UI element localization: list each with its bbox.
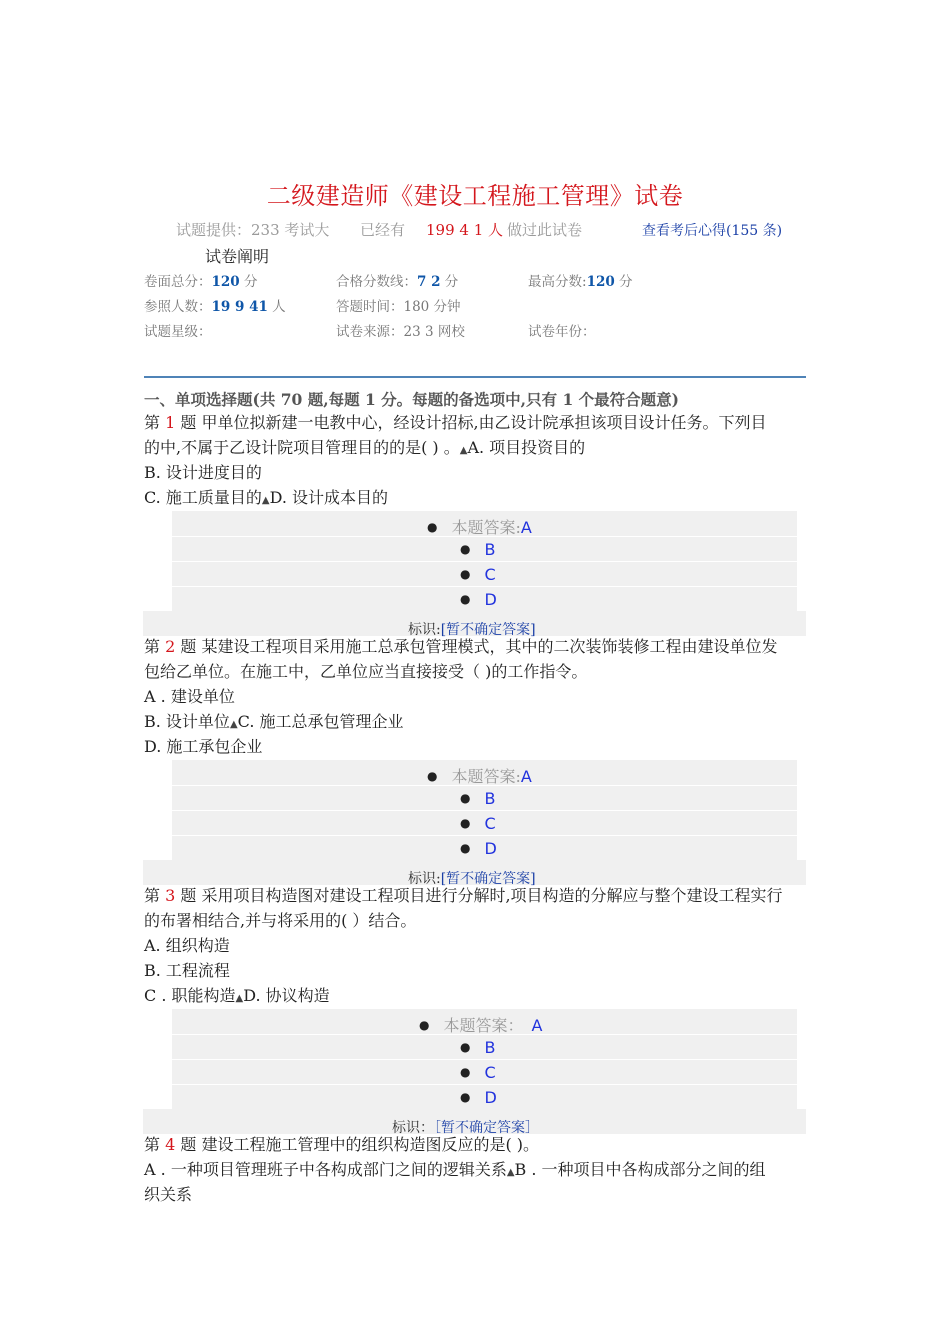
answer-row[interactable]: ● 本题答案:A	[427, 518, 532, 537]
info-time: 答题时间：180 分钟	[336, 299, 461, 315]
provider-text: 试题提供：233 考试大	[176, 221, 330, 239]
info-people: 参照人数：19 9 41 人	[144, 299, 286, 315]
question-2-line-4: B. 设计单位▲C. 施工总承包管理企业	[144, 712, 404, 731]
section-label: 试卷阐明	[205, 247, 270, 266]
mark-3: 标识：［暂不确定答案］	[392, 1120, 539, 1136]
option-c[interactable]: ● C	[460, 814, 496, 833]
section-heading: 一、单项选择题(共 70 题,每题 1 分。每题的备选项中,只有 1 个最符合题意)	[144, 390, 679, 409]
question-1-line-2: 的中,不属于乙设计院项目管理目的的是( ) 。▲A. 项目投资目的	[144, 438, 586, 457]
question-2-option-d: D. 施工承包企业	[144, 737, 263, 756]
did-text: 做过此试卷	[507, 221, 583, 239]
anchor-icon: ▲	[229, 719, 238, 730]
question-3-option-a: A. 组织构造	[144, 936, 230, 955]
answer-row[interactable]: ● 本题答案:A	[427, 767, 532, 786]
info-total: 卷面总分：120 分	[144, 274, 258, 290]
question-2-option-a: A . 建设单位	[144, 687, 235, 706]
info-max: 最高分数:120 分	[528, 274, 633, 290]
answer-row[interactable]: ● 本题答案： A	[419, 1016, 543, 1035]
info-year: 试卷年份：	[528, 324, 596, 340]
answer-box-3	[172, 1009, 797, 1109]
reviews-link[interactable]: 查看考后心得(155 条)	[642, 223, 783, 239]
question-4-line-3: 织关系	[144, 1185, 193, 1204]
question-4-line-2: A . 一种项目管理班子中各构成部门之间的逻辑关系▲B . 一种项目中各构成部分之间的组	[144, 1160, 766, 1179]
question-3-option-b: B. 工程流程	[144, 961, 230, 980]
question-3-line-1: 第 3 题 采用项目构造图对建设工程项目进行分解时,项目构造的分解应与整个建设工程实行	[144, 886, 783, 905]
info-pass: 合格分数线：7 2 分	[336, 274, 459, 290]
page-title: 二级建造师《建设工程施工管理》试卷	[266, 182, 684, 210]
unsure-link[interactable]: [暂不确定答案]	[440, 622, 536, 638]
question-2-line-1: 第 2 题 某建设工程项目采用施工总承包管理模式，其中的二次装饰装修工程由建设单位发	[144, 637, 778, 656]
option-d[interactable]: ● D	[460, 839, 497, 858]
answer-box-2	[172, 760, 797, 860]
anchor-icon: ▲	[506, 1167, 515, 1178]
option-b[interactable]: ● B	[460, 540, 496, 559]
already-text: 已经有	[360, 221, 406, 239]
taker-count: 199 4 1 人	[426, 221, 504, 239]
question-3-line-2: 的布署相结合,并与将采用的( ）结合。	[144, 911, 417, 930]
option-c[interactable]: ● C	[460, 565, 496, 584]
option-b[interactable]: ● B	[460, 1038, 496, 1057]
anchor-icon: ▲	[459, 445, 468, 456]
question-1-option-b: B. 设计进度目的	[144, 463, 262, 482]
unsure-link[interactable]: [暂不确定答案]	[440, 871, 536, 887]
info-stars: 试题星级：	[144, 324, 212, 340]
anchor-icon: ▲	[261, 495, 270, 506]
question-1-line-4: C. 施工质量目的▲D. 设计成本目的	[144, 488, 388, 507]
question-2-line-2: 包给乙单位。在施工中，乙单位应当直接接受（ )的工作指令。	[144, 662, 588, 681]
mark-2: 标识:[暂不确定答案]	[408, 871, 536, 887]
question-3-line-5: C . 职能构造▲D. 协议构造	[144, 986, 330, 1005]
option-d[interactable]: ● D	[460, 590, 497, 609]
option-c[interactable]: ● C	[460, 1063, 496, 1082]
question-4-line-1: 第 4 题 建设工程施工管理中的组织构造图反应的是( )。	[144, 1135, 540, 1154]
info-source: 试卷来源：23 3 网校	[336, 324, 465, 340]
answer-box-1	[172, 511, 797, 611]
unsure-link[interactable]: ［暂不确定答案］	[434, 1120, 539, 1136]
anchor-icon: ▲	[235, 993, 244, 1004]
question-1-line-1: 第 1 题 甲单位拟新建一电教中心，经设计招标,由乙设计院承担该项目设计任务。下列目	[144, 413, 767, 432]
divider	[144, 376, 806, 378]
option-d[interactable]: ● D	[460, 1088, 497, 1107]
mark-1: 标识:[暂不确定答案]	[408, 622, 536, 638]
option-b[interactable]: ● B	[460, 789, 496, 808]
